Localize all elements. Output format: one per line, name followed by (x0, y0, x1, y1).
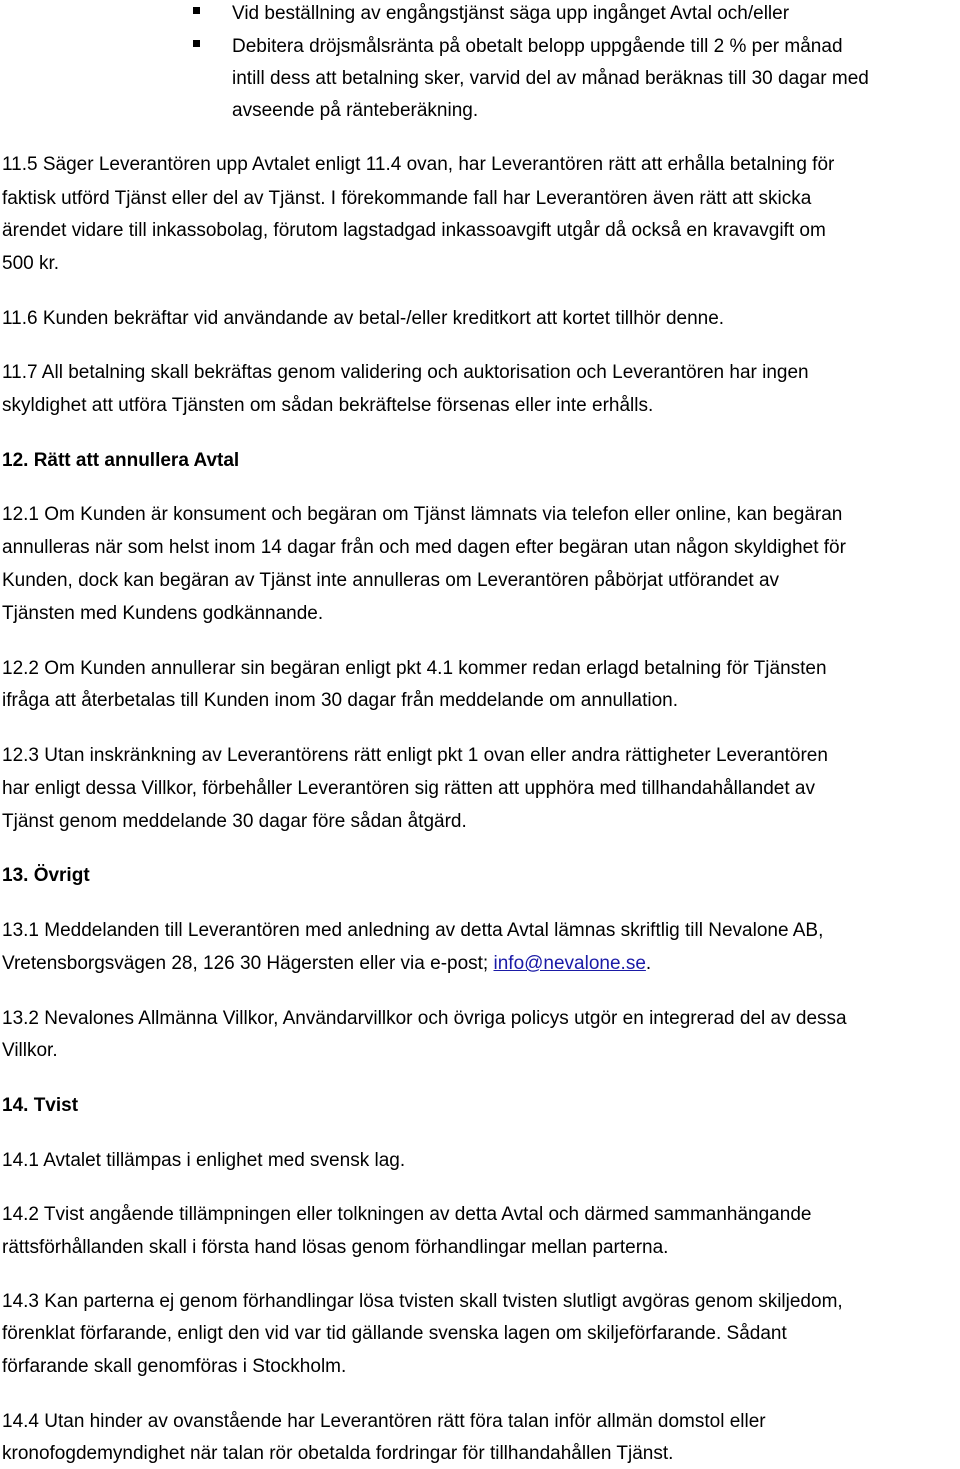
paragraph-13-1-suffix: . (645, 953, 652, 974)
section-heading-13: 13. Övrigt (2, 865, 90, 886)
bullet-item: Vid beställning av engångstjänst säga upp ingånget Avtal och/eller (232, 3, 790, 24)
paragraph-12-1-line: 12.1 Om Kunden är konsument och begäran om Tjänst lämnats via telefon eller online, kan begäran (2, 504, 843, 525)
paragraph-12-3-line: 12.3 Utan inskränkning av Leverantörens rätt enligt pkt 1 ovan eller andra rättigheter Leverantören (2, 745, 828, 766)
paragraph-12-2-line: 12.2 Om Kunden annullerar sin begäran enligt pkt 4.1 kommer redan erlagd betalning för Tjänsten (2, 658, 827, 679)
section-heading-12: 12. Rätt att annullera Avtal (2, 450, 240, 471)
paragraph-12-2-line: ifråga att återbetalas till Kunden inom 30 dagar från meddelande om annullation. (2, 690, 678, 711)
paragraph-11-5-line: 500 kr. (2, 253, 60, 274)
paragraph-12-1-line: Kunden, dock kan begäran av Tjänst inte annulleras om Leverantören påbörjat utförandet av (2, 570, 780, 591)
paragraph-11-5-line: faktisk utförd Tjänst eller del av Tjänst. I förekommande fall har Leverantören även rätt att skicka (2, 188, 812, 209)
paragraph-14-4-line: 14.4 Utan hinder av ovanstående har Leverantören rätt föra talan inför allmän domstol eller (2, 1411, 766, 1432)
bullet-continuation: avseende på ränteberäkning. (232, 100, 479, 121)
paragraph-14-1-line: 14.1 Avtalet tillämpas i enlighet med svensk lag. (2, 1150, 406, 1171)
paragraph-11-6-line: 11.6 Kunden bekräftar vid användande av betal-/eller kreditkort att kortet tillhör denne. (2, 308, 725, 329)
paragraph-14-3-line: 14.3 Kan parterna ej genom förhandlingar lösa tvisten skall tvisten slutligt avgöras genom skiljedom, (2, 1291, 843, 1312)
paragraph-12-1-line: Tjänsten med Kundens godkännande. (2, 603, 324, 624)
paragraph-14-3-line: förenklat förfarande, enligt den vid var tid gällande svenska lagen om skiljeförfarande. Sådant (2, 1323, 787, 1344)
paragraph-13-2-line: Villkor. (2, 1040, 58, 1061)
section-heading-14: 14. Tvist (2, 1095, 79, 1116)
bullet-item: Debitera dröjsmålsränta på obetalt belopp uppgående till 2 % per månad (232, 36, 843, 57)
paragraph-13-1-text: Vretensborgsvägen 28, 126 30 Hägersten eller via e-post; (2, 953, 494, 974)
paragraph-13-1-line: 13.1 Meddelanden till Leverantören med anledning av detta Avtal lämnas skriftlig till Nevalone AB, (2, 920, 824, 941)
bullet-square-icon (193, 40, 200, 47)
paragraph-11-7-line: 11.7 All betalning skall bekräftas genom validering och auktorisation och Leverantören har ingen (2, 362, 809, 383)
paragraph-13-1-line (2, 952, 651, 976)
paragraph-11-5-line: 11.5 Säger Leverantören upp Avtalet enligt 11.4 ovan, har Leverantören rätt att erhålla betalning för (2, 154, 835, 175)
paragraph-12-1-line: annulleras när som helst inom 14 dagar från och med dagen efter begäran utan någon skyldighet för (2, 537, 846, 558)
paragraph-14-4-line: kronofogdemyndighet när talan rör obetalda fordringar för tillhandahållen Tjänst. (2, 1443, 674, 1464)
bullet-continuation: intill dess att betalning sker, varvid del av månad beräknas till 30 dagar med (232, 68, 869, 89)
email-link[interactable]: info@nevalone.se (493, 953, 646, 974)
paragraph-11-7-line: skyldighet att utföra Tjänsten om sådan bekräftelse försenas eller inte erhålls. (2, 395, 654, 416)
paragraph-12-3-line: Tjänst genom meddelande 30 dagar före sådan åtgärd. (2, 811, 467, 832)
paragraph-12-3-line: har enligt dessa Villkor, förbehåller Leverantören sig rätten att upphöra med tillhandahållandet av (2, 778, 815, 799)
paragraph-14-2-line: 14.2 Tvist angående tillämpningen eller tolkningen av detta Avtal och därmed sammanhängande (2, 1204, 812, 1225)
paragraph-11-5-line: ärendet vidare till inkassobolag, förutom lagstadgad inkassoavgift utgår då också en kravavgift om (2, 220, 826, 241)
paragraph-13-2-line: 13.2 Nevalones Allmänna Villkor, Användarvillkor och övriga policys utgör en integrerad del av dessa (2, 1008, 847, 1029)
paragraph-14-2-line: rättsförhållanden skall i första hand lösas genom förhandlingar mellan parterna. (2, 1237, 669, 1258)
bullet-square-icon (193, 7, 200, 14)
paragraph-14-3-line: förfarande skall genomföras i Stockholm. (2, 1356, 347, 1377)
